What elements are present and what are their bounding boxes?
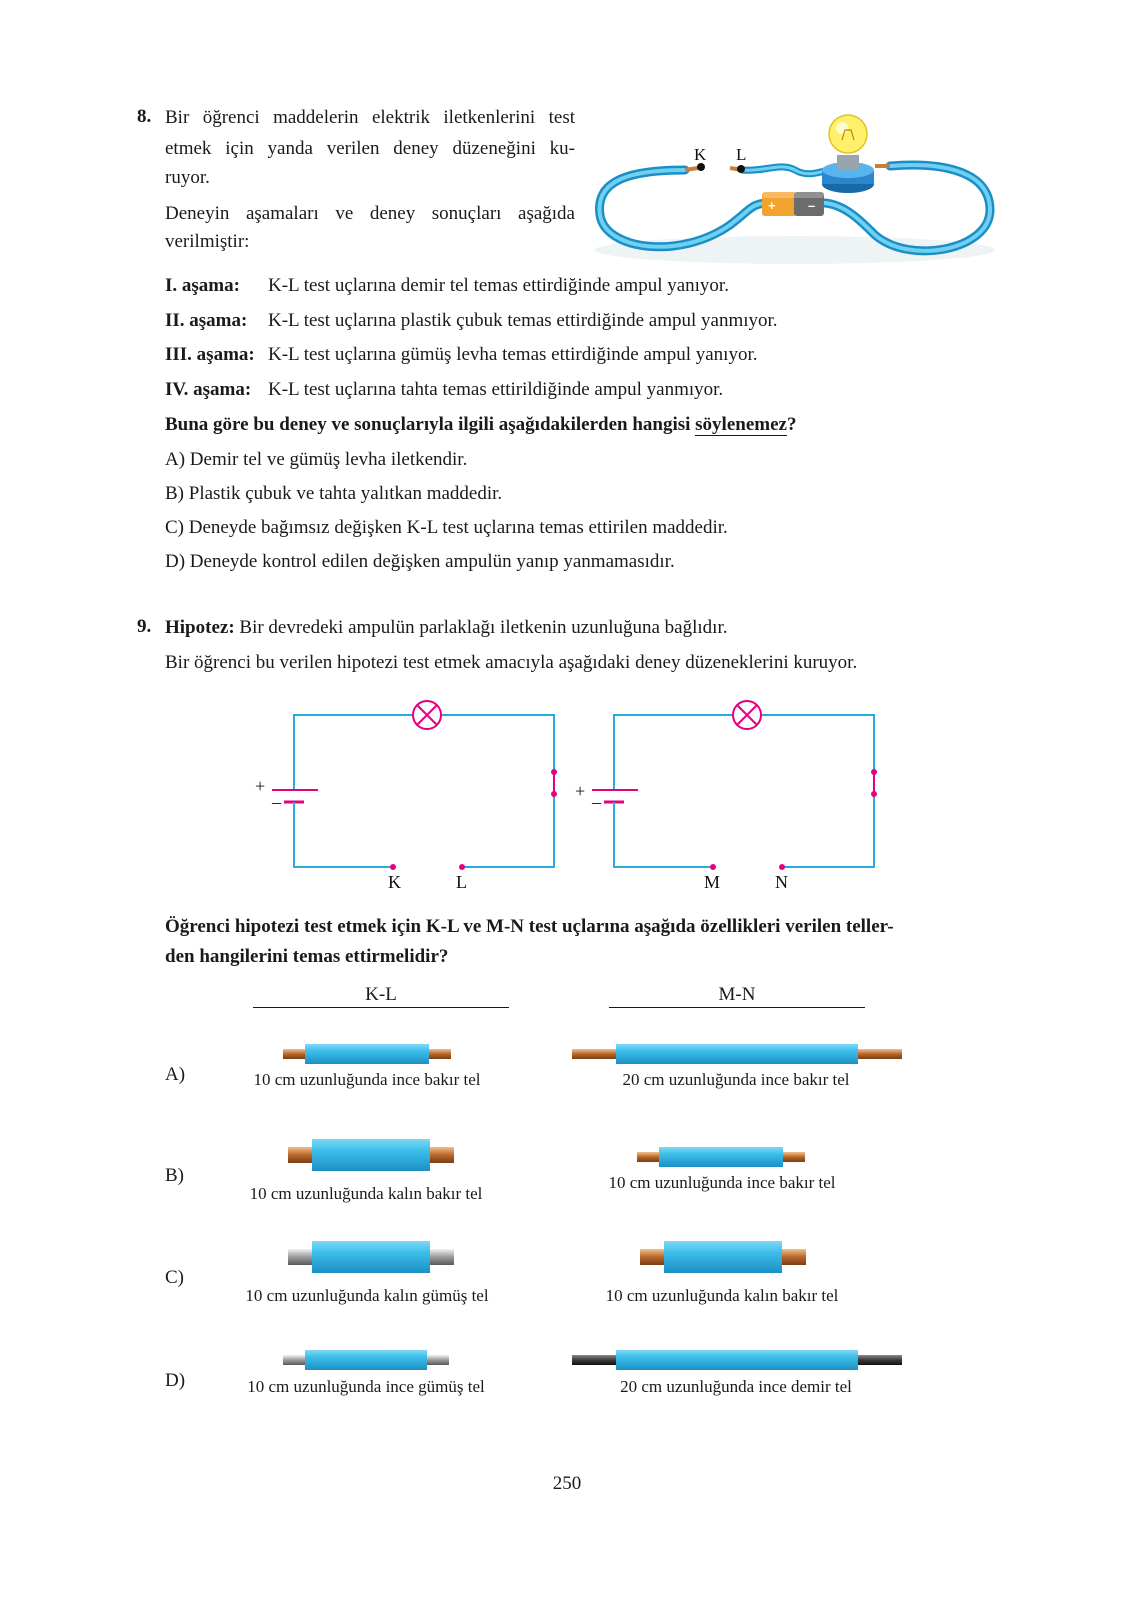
wire-a-kl-icon [283, 1043, 451, 1065]
stage-2-text: K-L test uçlarına plastik çubuk temas ettirdiğinde ampul yanmıyor. [268, 310, 778, 331]
q9-question-line-2: den hangilerini temas ettirmelidir? [165, 946, 449, 967]
wire-c-kl-icon [288, 1240, 454, 1274]
q9-number: 9. [137, 616, 152, 637]
q8-question-underlined: söylenemez [695, 414, 787, 435]
q8-intro-line-1: Bir öğrenci maddelerin elektrik iletkenlerini test [165, 107, 575, 128]
q9-option-d-letter[interactable]: D) [165, 1370, 186, 1391]
q9-hyp-label: Hipotez: [165, 617, 235, 638]
wire-b-mn-label: 10 cm uzunluğunda ince bakır tel [608, 1173, 836, 1192]
wire-c-kl-label: 10 cm uzunluğunda kalın gümüş tel [245, 1286, 489, 1305]
probe-k-label: K [694, 145, 707, 164]
terminal-l-label: L [456, 872, 467, 892]
q9-line2: Bir öğrenci bu verilen hipotezi test etmek amacıyla aşağıdaki deney düzeneklerini kuruyor. [165, 652, 858, 673]
col-head-kl: K-L [253, 983, 509, 1008]
stage-1-label: I. aşama: [165, 275, 240, 296]
q8-question-prefix: Buna göre bu deney ve sonuçlarıyla ilgili aşağıdakilerden hangisi [165, 414, 696, 435]
q8-option-a[interactable]: A) Demir tel ve gümüş levha iletkendir. [165, 449, 468, 470]
q8-intro2-line-1: Deneyin aşamaları ve deney sonuçları aşağıda [165, 203, 575, 224]
wire-d-mn-label: 20 cm uzunluğunda ince demir tel [620, 1377, 852, 1396]
q8-stage-1 [165, 274, 729, 298]
wire-c-mn-label: 10 cm uzunluğunda kalın bakır tel [605, 1286, 839, 1305]
wire-b-mn-icon [637, 1146, 805, 1168]
q9-question-line-1: Öğrenci hipotezi test etmek için K-L ve M-N test uçlarına aşağıda özellikleri verilen teller- [165, 916, 894, 937]
wire-a-mn-label: 20 cm uzunluğunda ince bakır tel [622, 1070, 850, 1089]
probe-k-dot [697, 163, 705, 171]
q8-option-d[interactable]: D) Deneyde kontrol edilen değişken ampulün yanıp yanmamasıdır. [165, 551, 675, 572]
q8-option-b[interactable]: B) Plastik çubuk ve tahta yalıtkan maddedir. [165, 483, 503, 504]
q8-stage-2 [165, 309, 778, 333]
probe-l-label: L [736, 145, 747, 164]
q8-question-suffix: ? [786, 414, 797, 435]
page-number: 250 [552, 1473, 582, 1494]
wire-c-mn-icon [640, 1240, 806, 1274]
circuit-1 [250, 700, 570, 900]
q9-option-a-letter[interactable]: A) [165, 1064, 186, 1085]
stage-2-label: II. aşama: [165, 310, 248, 331]
q8-number: 8. [137, 106, 152, 127]
stage-3-text: K-L test uçlarına gümüş levha temas ettirdiğinde ampul yanıyor. [268, 344, 758, 365]
circuit-2 [570, 700, 890, 900]
terminal-n-label: N [775, 872, 788, 892]
stage-3-label: III. aşama: [165, 344, 255, 365]
probe-l-dot [737, 165, 745, 173]
wire-b-kl-icon [288, 1138, 454, 1172]
battery-2-plus: + [575, 781, 586, 801]
q9-hyp-text: Bir devredeki ampulün parlaklağı iletkenin uzunluğuna bağlıdır. [234, 617, 728, 638]
stage-1-text: K-L test uçlarına demir tel temas ettirdiğinde ampul yanıyor. [268, 275, 729, 296]
q9-option-c-letter[interactable]: C) [165, 1267, 184, 1288]
wire-b-kl-label: 10 cm uzunluğunda kalın bakır tel [249, 1184, 483, 1203]
q9-hypothesis [165, 616, 727, 640]
battery-1-minus: – [272, 792, 281, 812]
q8-intro2-line-2: verilmiştir: [165, 231, 250, 252]
q8-question [165, 413, 796, 437]
wire-a-mn-icon [572, 1043, 902, 1065]
battery-2-minus: – [592, 792, 601, 812]
q8-intro-line-2: etmek için yanda verilen deney düzeneğini ku- [165, 138, 575, 159]
col-head-mn: M-N [609, 983, 865, 1008]
q8-option-c[interactable]: C) Deneyde bağımsız değişken K-L test uçlarına temas ettirilen maddedir. [165, 517, 728, 538]
terminal-m-label: M [704, 872, 721, 892]
stage-4-text: K-L test uçlarına tahta temas ettirildiğinde ampul yanmıyor. [268, 379, 724, 400]
q8-intro-line-3: ruyor. [165, 167, 210, 188]
q8-stage-3 [165, 343, 757, 367]
battery-1-plus: + [255, 776, 266, 796]
wire-d-mn-icon [572, 1349, 902, 1371]
wire-d-kl-label: 10 cm uzunluğunda ince gümüş tel [247, 1377, 485, 1396]
q8-stage-4 [165, 378, 723, 402]
battery-minus: – [808, 198, 816, 213]
q9-option-b-letter[interactable]: B) [165, 1165, 184, 1186]
terminal-k-label: K [388, 872, 401, 892]
wire-a-kl-label: 10 cm uzunluğunda ince bakır tel [253, 1070, 481, 1089]
battery-plus: + [768, 198, 776, 213]
stage-4-label: IV. aşama: [165, 379, 252, 400]
q8-apparatus-figure [590, 100, 1010, 280]
wire-d-kl-icon [283, 1349, 449, 1371]
